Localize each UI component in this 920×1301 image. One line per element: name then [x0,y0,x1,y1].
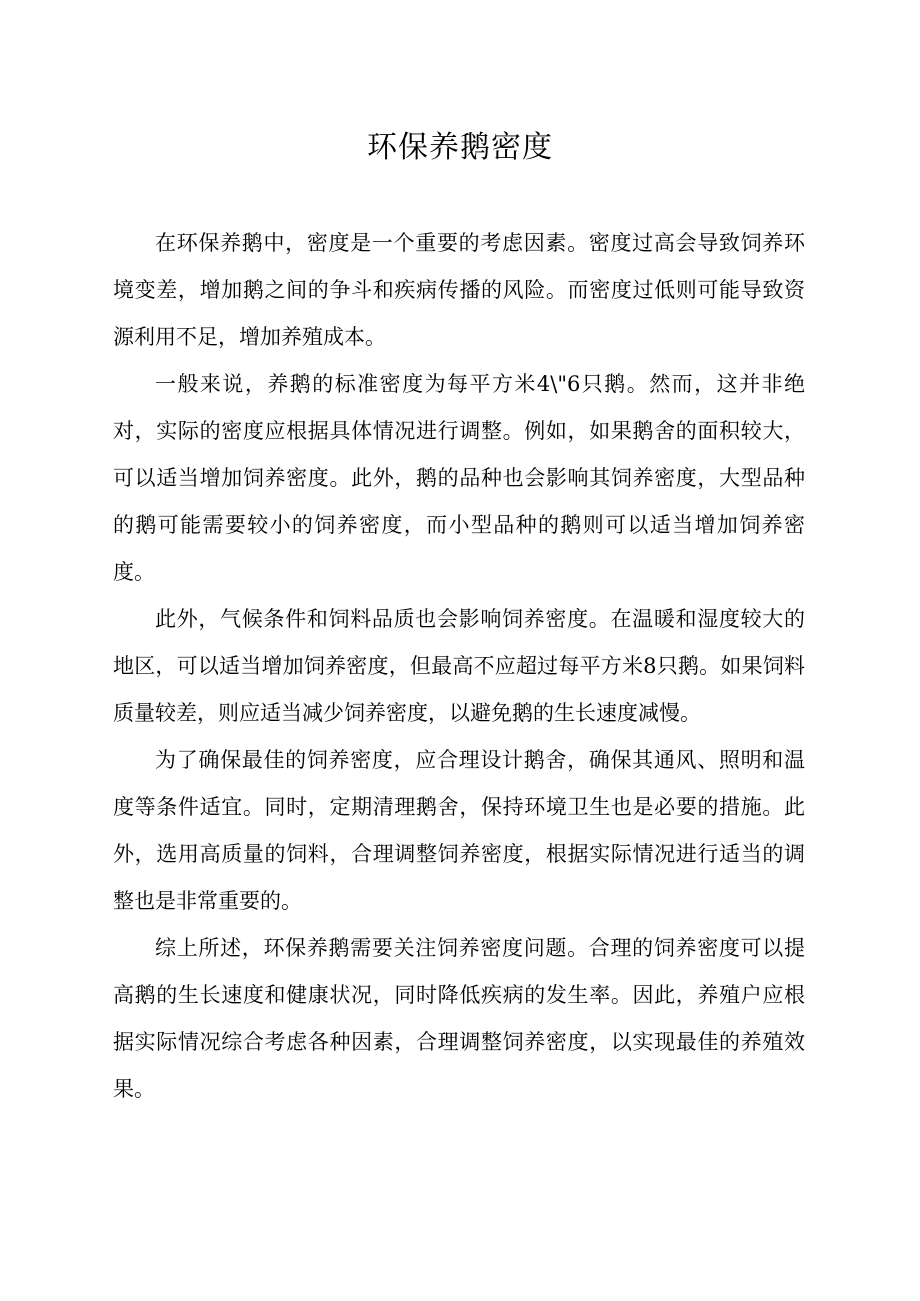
paragraph: 为了确保最佳的饲养密度，应合理设计鹅舍，确保其通风、照明和温度等条件适宜。同时，定期清理鹅舍，保持环境卫生也是必要的措施。此外，选用高质量的饲料，合理调整饲养密度，根据实际情况进行适当的调整也是非常重要的。 [113,748,805,913]
paragraph: 一般来说，养鹅的标准密度为每平方米4\"6只鹅。然而，这并非绝对，实际的密度应根据具体情况进行调整。例如，如果鹅舍的面积较大，可以适当增加饲养密度。此外，鹅的品种也会影响其饲养密度，大型品种的鹅可能需要较小的饲养密度，而小型品种的鹅则可以适当增加饲养密度。 [113,372,805,584]
document-title: 环保养鹅密度 [367,130,553,165]
paragraph: 在环保养鹅中，密度是一个重要的考虑因素。密度过高会导致饲养环境变差，增加鹅之间的争斗和疾病传播的风险。而密度过低则可能导致资源利用不足，增加养殖成本。 [113,231,805,349]
paragraph: 此外，气候条件和饲料品质也会影响饲养密度。在温暖和湿度较大的地区，可以适当增加饲养密度，但最高不应超过每平方米8只鹅。如果饲料质量较差，则应适当减少饲养密度，以避免鹅的生长速度减慢。 [113,607,805,725]
paragraph: 综上所述，环保养鹅需要关注饲养密度问题。合理的饲养密度可以提高鹅的生长速度和健康状况，同时降低疾病的发生率。因此，养殖户应根据实际情况综合考虑各种因素，合理调整饲养密度，以实现最佳的养殖效果。 [113,936,805,1101]
document-body [113,220,805,1113]
